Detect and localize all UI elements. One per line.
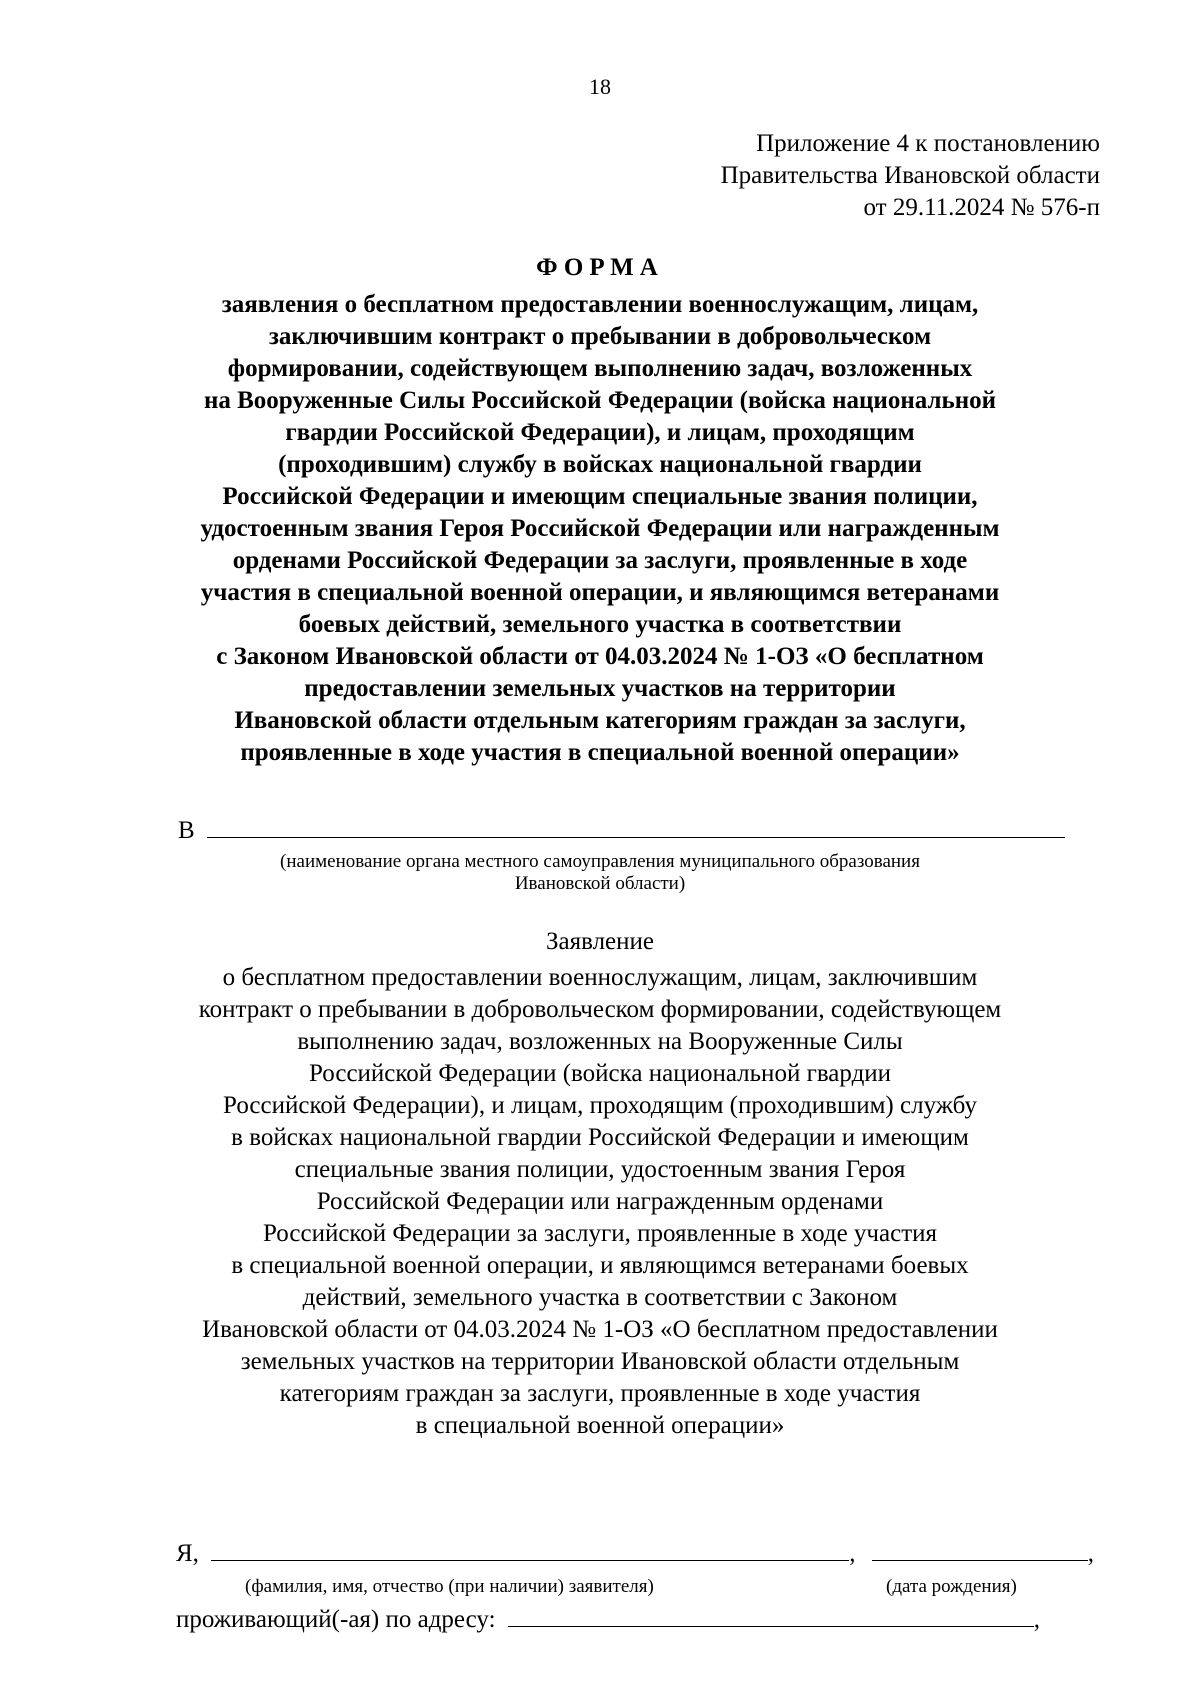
form-subtitle-line: предоставлении земельных участков на территории: [304, 675, 896, 702]
form-subtitle-line: Ивановской области отдельным категориям граждан за заслуги,: [234, 707, 966, 734]
form-subtitle-line: участия в специальной военной операции, и являющимся ветеранами: [200, 579, 1000, 606]
appendix-reference: [580, 128, 1100, 224]
appendix-line: от 29.11.2024 № 576-п: [863, 194, 1100, 221]
form-subtitle-line: орденами Российской Федерации за заслуги, проявленные в ходе: [232, 547, 968, 574]
form-title: ФОРМА: [536, 254, 664, 281]
page-number: 18: [589, 74, 611, 99]
addressee-row: [178, 817, 1065, 845]
form-subtitle-line: (проходившим) службу в войсках национальной гвардии: [278, 451, 922, 478]
addressee-prefix: В: [178, 817, 195, 844]
birth-date-caption: (дата рождения): [886, 1576, 1017, 1597]
addressee-caption-line: (наименование органа местного самоуправления муниципального образования: [280, 851, 920, 872]
statement-line: Российской Федерации), и лицам, проходящим (проходившим) службу: [223, 1092, 977, 1119]
applicant-prefix: Я,: [176, 1540, 199, 1567]
form-subtitle-line: боевых действий, земельного участка в соответствии: [298, 611, 902, 638]
form-subtitle-line: удостоенным звания Героя Российской Федерации или награжденным: [200, 515, 1000, 542]
statement-line: Российской Федерации за заслуги, проявленные в ходе участия: [262, 1220, 938, 1247]
statement-line: в войсках национальной гвардии Российской Федерации и имеющим: [231, 1124, 969, 1151]
statement-line: в специальной военной операции, и являющимся ветеранами боевых: [231, 1252, 969, 1279]
statement-line: специальные звания полиции, удостоенным звания Героя: [294, 1156, 906, 1183]
applicant-name-field[interactable]: [211, 1559, 849, 1561]
form-subtitle-line: заявления о бесплатном предоставлении военнослужащим, лицам,: [221, 291, 979, 318]
addressee-caption-line: Ивановской области): [514, 873, 686, 894]
appendix-line: Приложение 4 к постановлению: [756, 130, 1100, 157]
statement-title: Заявление: [545, 928, 655, 955]
statement-line: Российской Федерации или награжденным орденами: [316, 1188, 884, 1215]
form-subtitle-line: гвардии Российской Федерации), и лицам, проходящим: [285, 419, 915, 446]
addressee-field[interactable]: [207, 836, 1065, 838]
address-comma: ,: [1033, 1606, 1041, 1633]
form-subtitle-line: с Законом Ивановской области от 04.03.2024 № 1-ОЗ «О бесплатном: [216, 643, 984, 670]
form-subtitle-line: Российской Федерации и имеющим специальные звания полиции,: [222, 483, 978, 510]
statement-line: земельных участков на территории Ивановской области отдельным: [240, 1348, 960, 1375]
statement-line: в специальной военной операции»: [415, 1412, 785, 1439]
form-subtitle-line: на Вооруженные Силы Российской Федерации (войска национальной: [203, 387, 997, 414]
statement-line: о бесплатном предоставлении военнослужащим, лицам, заключившим: [222, 964, 978, 991]
addressee-caption: [100, 851, 1100, 895]
applicant-comma: ,: [849, 1540, 856, 1567]
statement-line: Ивановской области от 04.03.2024 № 1-ОЗ «О бесплатном предоставлении: [202, 1316, 998, 1343]
applicant-name-caption: (фамилия, имя, отчество (при наличии) заявителя): [245, 1576, 654, 1597]
statement-line: категориям граждан за заслуги, проявленные в ходе участия: [279, 1380, 921, 1407]
birth-date-field[interactable]: [872, 1559, 1088, 1561]
form-subtitle-line: заключившим контракт о пребывании в добровольческом: [268, 323, 932, 350]
statement-line: контракт о пребывании в добровольческом формировании, содействующем: [198, 996, 1002, 1023]
appendix-line: Правительства Ивановской области: [720, 162, 1100, 189]
applicant-row: [176, 1540, 1094, 1568]
statement-body: [100, 962, 1100, 1442]
form-subtitle: [100, 289, 1100, 769]
address-row: [176, 1606, 1040, 1634]
address-field[interactable]: [508, 1625, 1034, 1627]
address-label: проживающий(-ая) по адресу:: [176, 1606, 496, 1633]
statement-line: выполнению задач, возложенных на Вооруженные Силы: [297, 1028, 903, 1055]
statement-line: действий, земельного участка в соответствии с Законом: [302, 1284, 898, 1311]
statement-line: Российской Федерации (войска национальной гвардии: [308, 1060, 892, 1087]
form-subtitle-line: проявленные в ходе участия в специальной военной операции»: [240, 739, 960, 766]
applicant-comma: ,: [1087, 1540, 1094, 1567]
form-subtitle-line: формировании, содействующем выполнению задач, возложенных: [227, 355, 973, 382]
